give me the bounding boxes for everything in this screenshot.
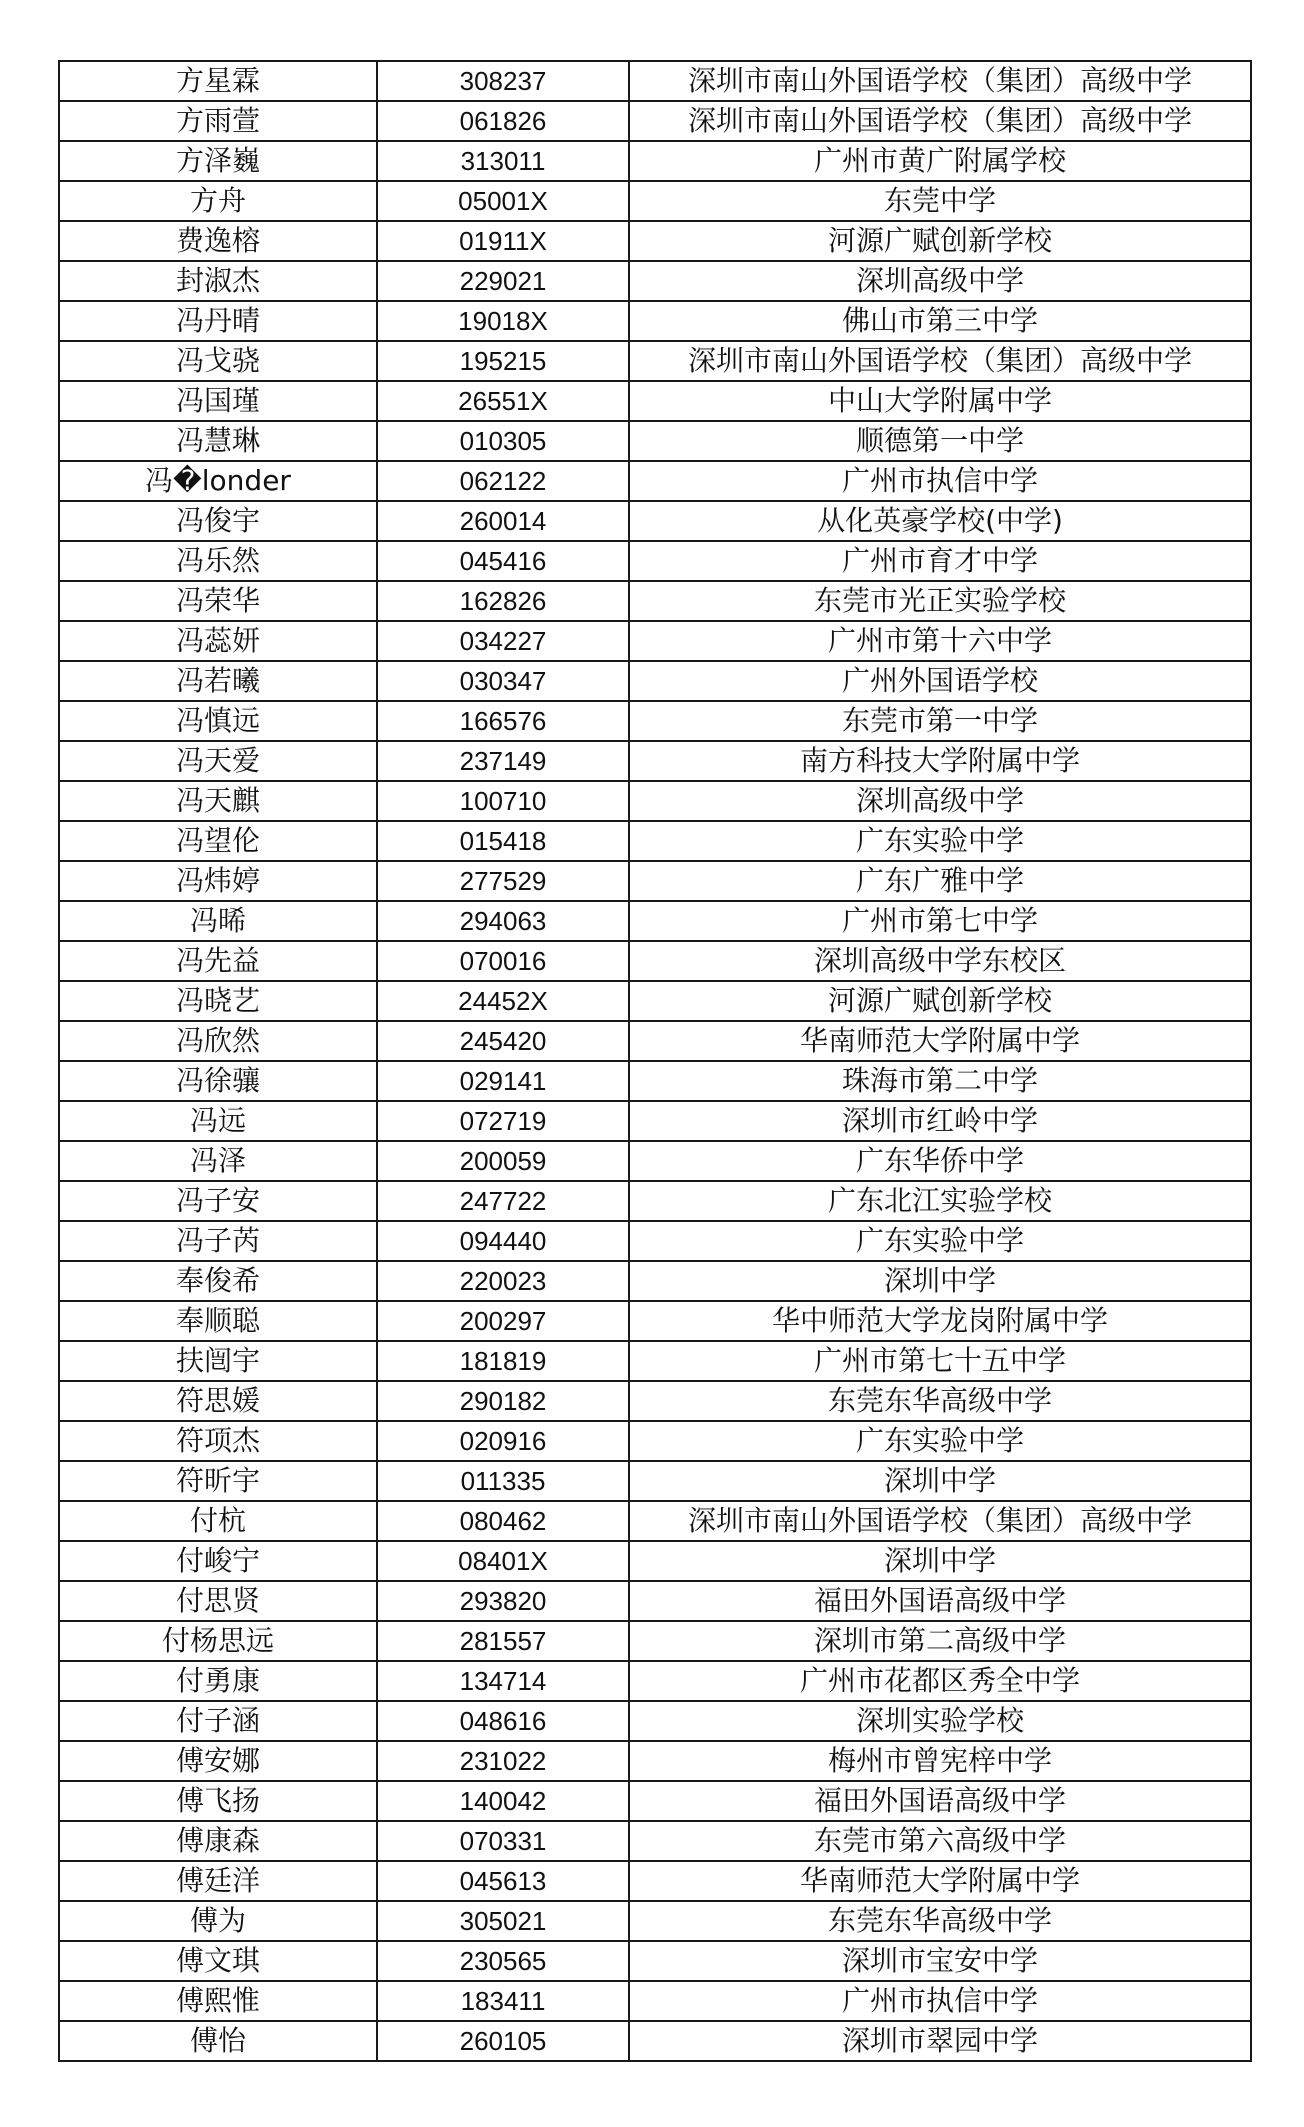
student-name-cell: 冯慧琳 xyxy=(59,421,377,461)
table-row xyxy=(59,341,1251,381)
student-name-cell: 方雨萱 xyxy=(59,101,377,141)
table-row xyxy=(59,581,1251,621)
table-row xyxy=(59,1301,1251,1341)
student-name-cell: 冯子芮 xyxy=(59,1221,377,1261)
table-row xyxy=(59,1701,1251,1741)
table-row xyxy=(59,1221,1251,1261)
table-row xyxy=(59,1261,1251,1301)
student-name-cell: 冯蕊妍 xyxy=(59,621,377,661)
table-row xyxy=(59,301,1251,341)
exam-number-cell: 01911X xyxy=(377,221,629,261)
school-name-cell: 广州市第七中学 xyxy=(629,901,1251,941)
school-name-cell: 广州市执信中学 xyxy=(629,461,1251,501)
student-name-cell: 傅怡 xyxy=(59,2021,377,2061)
table-row xyxy=(59,1901,1251,1941)
exam-number-cell: 305021 xyxy=(377,1901,629,1941)
student-name-cell: 冯欣然 xyxy=(59,1021,377,1061)
school-name-cell: 深圳实验学校 xyxy=(629,1701,1251,1741)
table-row xyxy=(59,141,1251,181)
student-name-cell: 符思媛 xyxy=(59,1381,377,1421)
school-name-cell: 广东北江实验学校 xyxy=(629,1181,1251,1221)
student-name-cell: 扶闿宇 xyxy=(59,1341,377,1381)
table-row xyxy=(59,181,1251,221)
school-name-cell: 河源广赋创新学校 xyxy=(629,981,1251,1021)
school-name-cell: 广州市育才中学 xyxy=(629,541,1251,581)
exam-number-cell: 294063 xyxy=(377,901,629,941)
student-name-cell: 冯天麒 xyxy=(59,781,377,821)
school-name-cell: 东莞中学 xyxy=(629,181,1251,221)
school-name-cell: 广州市花都区秀全中学 xyxy=(629,1661,1251,1701)
exam-number-cell: 140042 xyxy=(377,1781,629,1821)
school-name-cell: 深圳市南山外国语学校（集团）高级中学 xyxy=(629,101,1251,141)
student-name-cell: 冯乐然 xyxy=(59,541,377,581)
student-name-cell: 傅熙惟 xyxy=(59,1981,377,2021)
exam-number-cell: 183411 xyxy=(377,1981,629,2021)
school-name-cell: 广州外国语学校 xyxy=(629,661,1251,701)
student-name-cell: 方星霖 xyxy=(59,61,377,101)
school-name-cell: 顺德第一中学 xyxy=(629,421,1251,461)
table-row xyxy=(59,61,1251,101)
table-row xyxy=(59,1781,1251,1821)
school-name-cell: 广州市执信中学 xyxy=(629,1981,1251,2021)
table-row xyxy=(59,1461,1251,1501)
school-name-cell: 中山大学附属中学 xyxy=(629,381,1251,421)
exam-number-cell: 277529 xyxy=(377,861,629,901)
school-name-cell: 深圳高级中学 xyxy=(629,781,1251,821)
table-row xyxy=(59,101,1251,141)
exam-number-cell: 260014 xyxy=(377,501,629,541)
student-name-cell: 冯泽 xyxy=(59,1141,377,1181)
school-name-cell: 广州市黄广附属学校 xyxy=(629,141,1251,181)
school-name-cell: 深圳高级中学 xyxy=(629,261,1251,301)
student-name-cell: 付子涵 xyxy=(59,1701,377,1741)
table-row xyxy=(59,421,1251,461)
roster-body xyxy=(59,61,1251,2061)
school-name-cell: 华南师范大学附属中学 xyxy=(629,1861,1251,1901)
table-row xyxy=(59,981,1251,1021)
table-row xyxy=(59,1381,1251,1421)
student-name-cell: 奉俊希 xyxy=(59,1261,377,1301)
exam-number-cell: 030347 xyxy=(377,661,629,701)
school-name-cell: 东莞市第六高级中学 xyxy=(629,1821,1251,1861)
student-name-cell: 封淑杰 xyxy=(59,261,377,301)
school-name-cell: 深圳市南山外国语学校（集团）高级中学 xyxy=(629,1501,1251,1541)
student-name-cell: 冯晓艺 xyxy=(59,981,377,1021)
exam-number-cell: 029141 xyxy=(377,1061,629,1101)
exam-number-cell: 05001X xyxy=(377,181,629,221)
table-row xyxy=(59,1421,1251,1461)
exam-number-cell: 200059 xyxy=(377,1141,629,1181)
student-name-cell: 方舟 xyxy=(59,181,377,221)
table-row xyxy=(59,221,1251,261)
exam-number-cell: 045613 xyxy=(377,1861,629,1901)
exam-number-cell: 080462 xyxy=(377,1501,629,1541)
student-name-cell: 冯国瑾 xyxy=(59,381,377,421)
exam-number-cell: 26551X xyxy=(377,381,629,421)
exam-number-cell: 220023 xyxy=(377,1261,629,1301)
exam-number-cell: 19018X xyxy=(377,301,629,341)
exam-number-cell: 08401X xyxy=(377,1541,629,1581)
school-name-cell: 深圳中学 xyxy=(629,1461,1251,1501)
exam-number-cell: 100710 xyxy=(377,781,629,821)
school-name-cell: 广东华侨中学 xyxy=(629,1141,1251,1181)
table-row xyxy=(59,541,1251,581)
student-name-cell: 冯慎远 xyxy=(59,701,377,741)
school-name-cell: 华中师范大学龙岗附属中学 xyxy=(629,1301,1251,1341)
roster-table xyxy=(58,60,1252,2062)
school-name-cell: 深圳市南山外国语学校（集团）高级中学 xyxy=(629,341,1251,381)
school-name-cell: 东莞市光正实验学校 xyxy=(629,581,1251,621)
table-row xyxy=(59,1741,1251,1781)
table-row xyxy=(59,661,1251,701)
student-name-cell: 冯�londer xyxy=(59,461,377,501)
exam-number-cell: 200297 xyxy=(377,1301,629,1341)
exam-number-cell: 166576 xyxy=(377,701,629,741)
exam-number-cell: 062122 xyxy=(377,461,629,501)
student-name-cell: 冯先益 xyxy=(59,941,377,981)
table-row xyxy=(59,1501,1251,1541)
school-name-cell: 深圳市南山外国语学校（集团）高级中学 xyxy=(629,61,1251,101)
school-name-cell: 梅州市曾宪梓中学 xyxy=(629,1741,1251,1781)
school-name-cell: 深圳高级中学东校区 xyxy=(629,941,1251,981)
exam-number-cell: 195215 xyxy=(377,341,629,381)
table-row xyxy=(59,261,1251,301)
school-name-cell: 佛山市第三中学 xyxy=(629,301,1251,341)
school-name-cell: 广东实验中学 xyxy=(629,821,1251,861)
student-name-cell: 冯徐骧 xyxy=(59,1061,377,1101)
table-row xyxy=(59,861,1251,901)
student-name-cell: 方泽巍 xyxy=(59,141,377,181)
school-name-cell: 深圳市红岭中学 xyxy=(629,1101,1251,1141)
school-name-cell: 广州市第七十五中学 xyxy=(629,1341,1251,1381)
table-row xyxy=(59,2021,1251,2061)
table-row xyxy=(59,1621,1251,1661)
student-name-cell: 冯望伦 xyxy=(59,821,377,861)
exam-number-cell: 313011 xyxy=(377,141,629,181)
table-row xyxy=(59,1981,1251,2021)
exam-number-cell: 045416 xyxy=(377,541,629,581)
table-row xyxy=(59,381,1251,421)
table-row xyxy=(59,1141,1251,1181)
school-name-cell: 东莞东华高级中学 xyxy=(629,1381,1251,1421)
student-name-cell: 费逸榕 xyxy=(59,221,377,261)
exam-number-cell: 231022 xyxy=(377,1741,629,1781)
student-name-cell: 冯丹晴 xyxy=(59,301,377,341)
student-name-cell: 奉顺聪 xyxy=(59,1301,377,1341)
student-name-cell: 冯晞 xyxy=(59,901,377,941)
exam-number-cell: 094440 xyxy=(377,1221,629,1261)
exam-number-cell: 162826 xyxy=(377,581,629,621)
student-name-cell: 傅为 xyxy=(59,1901,377,1941)
table-row xyxy=(59,1821,1251,1861)
exam-number-cell: 072719 xyxy=(377,1101,629,1141)
student-name-cell: 付勇康 xyxy=(59,1661,377,1701)
school-name-cell: 广州市第十六中学 xyxy=(629,621,1251,661)
school-name-cell: 东莞市第一中学 xyxy=(629,701,1251,741)
table-row xyxy=(59,781,1251,821)
student-name-cell: 傅廷洋 xyxy=(59,1861,377,1901)
exam-number-cell: 070331 xyxy=(377,1821,629,1861)
table-row xyxy=(59,1581,1251,1621)
school-name-cell: 河源广赋创新学校 xyxy=(629,221,1251,261)
student-name-cell: 付峻宁 xyxy=(59,1541,377,1581)
exam-number-cell: 290182 xyxy=(377,1381,629,1421)
exam-number-cell: 260105 xyxy=(377,2021,629,2061)
school-name-cell: 南方科技大学附属中学 xyxy=(629,741,1251,781)
exam-number-cell: 24452X xyxy=(377,981,629,1021)
student-name-cell: 符昕宇 xyxy=(59,1461,377,1501)
school-name-cell: 深圳市翠园中学 xyxy=(629,2021,1251,2061)
student-name-cell: 冯戈骁 xyxy=(59,341,377,381)
exam-number-cell: 229021 xyxy=(377,261,629,301)
table-row xyxy=(59,461,1251,501)
exam-number-cell: 230565 xyxy=(377,1941,629,1981)
student-name-cell: 冯天爱 xyxy=(59,741,377,781)
exam-number-cell: 181819 xyxy=(377,1341,629,1381)
student-name-cell: 冯子安 xyxy=(59,1181,377,1221)
table-row xyxy=(59,1341,1251,1381)
exam-number-cell: 237149 xyxy=(377,741,629,781)
school-name-cell: 深圳中学 xyxy=(629,1541,1251,1581)
school-name-cell: 深圳市第二高级中学 xyxy=(629,1621,1251,1661)
student-name-cell: 傅飞扬 xyxy=(59,1781,377,1821)
table-row xyxy=(59,1661,1251,1701)
student-name-cell: 符项杰 xyxy=(59,1421,377,1461)
school-name-cell: 福田外国语高级中学 xyxy=(629,1781,1251,1821)
exam-number-cell: 048616 xyxy=(377,1701,629,1741)
exam-number-cell: 020916 xyxy=(377,1421,629,1461)
student-name-cell: 冯炜婷 xyxy=(59,861,377,901)
school-name-cell: 福田外国语高级中学 xyxy=(629,1581,1251,1621)
exam-number-cell: 247722 xyxy=(377,1181,629,1221)
school-name-cell: 广东实验中学 xyxy=(629,1421,1251,1461)
table-row xyxy=(59,1101,1251,1141)
exam-number-cell: 010305 xyxy=(377,421,629,461)
student-name-cell: 付杨思远 xyxy=(59,1621,377,1661)
student-name-cell: 冯荣华 xyxy=(59,581,377,621)
table-row xyxy=(59,1181,1251,1221)
school-name-cell: 珠海市第二中学 xyxy=(629,1061,1251,1101)
student-name-cell: 傅文琪 xyxy=(59,1941,377,1981)
school-name-cell: 从化英豪学校(中学) xyxy=(629,501,1251,541)
exam-number-cell: 308237 xyxy=(377,61,629,101)
exam-number-cell: 015418 xyxy=(377,821,629,861)
student-name-cell: 付思贤 xyxy=(59,1581,377,1621)
table-row xyxy=(59,1861,1251,1901)
table-row xyxy=(59,1021,1251,1061)
school-name-cell: 东莞东华高级中学 xyxy=(629,1901,1251,1941)
table-row xyxy=(59,941,1251,981)
exam-number-cell: 245420 xyxy=(377,1021,629,1061)
school-name-cell: 深圳市宝安中学 xyxy=(629,1941,1251,1981)
exam-number-cell: 034227 xyxy=(377,621,629,661)
table-row xyxy=(59,821,1251,861)
table-row xyxy=(59,501,1251,541)
school-name-cell: 华南师范大学附属中学 xyxy=(629,1021,1251,1061)
table-row xyxy=(59,901,1251,941)
exam-number-cell: 070016 xyxy=(377,941,629,981)
student-name-cell: 傅康森 xyxy=(59,1821,377,1861)
table-row xyxy=(59,701,1251,741)
table-row xyxy=(59,741,1251,781)
school-name-cell: 广东实验中学 xyxy=(629,1221,1251,1261)
student-name-cell: 冯俊宇 xyxy=(59,501,377,541)
exam-number-cell: 011335 xyxy=(377,1461,629,1501)
exam-number-cell: 293820 xyxy=(377,1581,629,1621)
student-name-cell: 傅安娜 xyxy=(59,1741,377,1781)
exam-number-cell: 061826 xyxy=(377,101,629,141)
student-name-cell: 冯若曦 xyxy=(59,661,377,701)
table-row xyxy=(59,1061,1251,1101)
table-row xyxy=(59,1941,1251,1981)
exam-number-cell: 134714 xyxy=(377,1661,629,1701)
student-name-cell: 付杭 xyxy=(59,1501,377,1541)
table-row xyxy=(59,621,1251,661)
school-name-cell: 深圳中学 xyxy=(629,1261,1251,1301)
exam-number-cell: 281557 xyxy=(377,1621,629,1661)
table-row xyxy=(59,1541,1251,1581)
school-name-cell: 广东广雅中学 xyxy=(629,861,1251,901)
student-name-cell: 冯远 xyxy=(59,1101,377,1141)
